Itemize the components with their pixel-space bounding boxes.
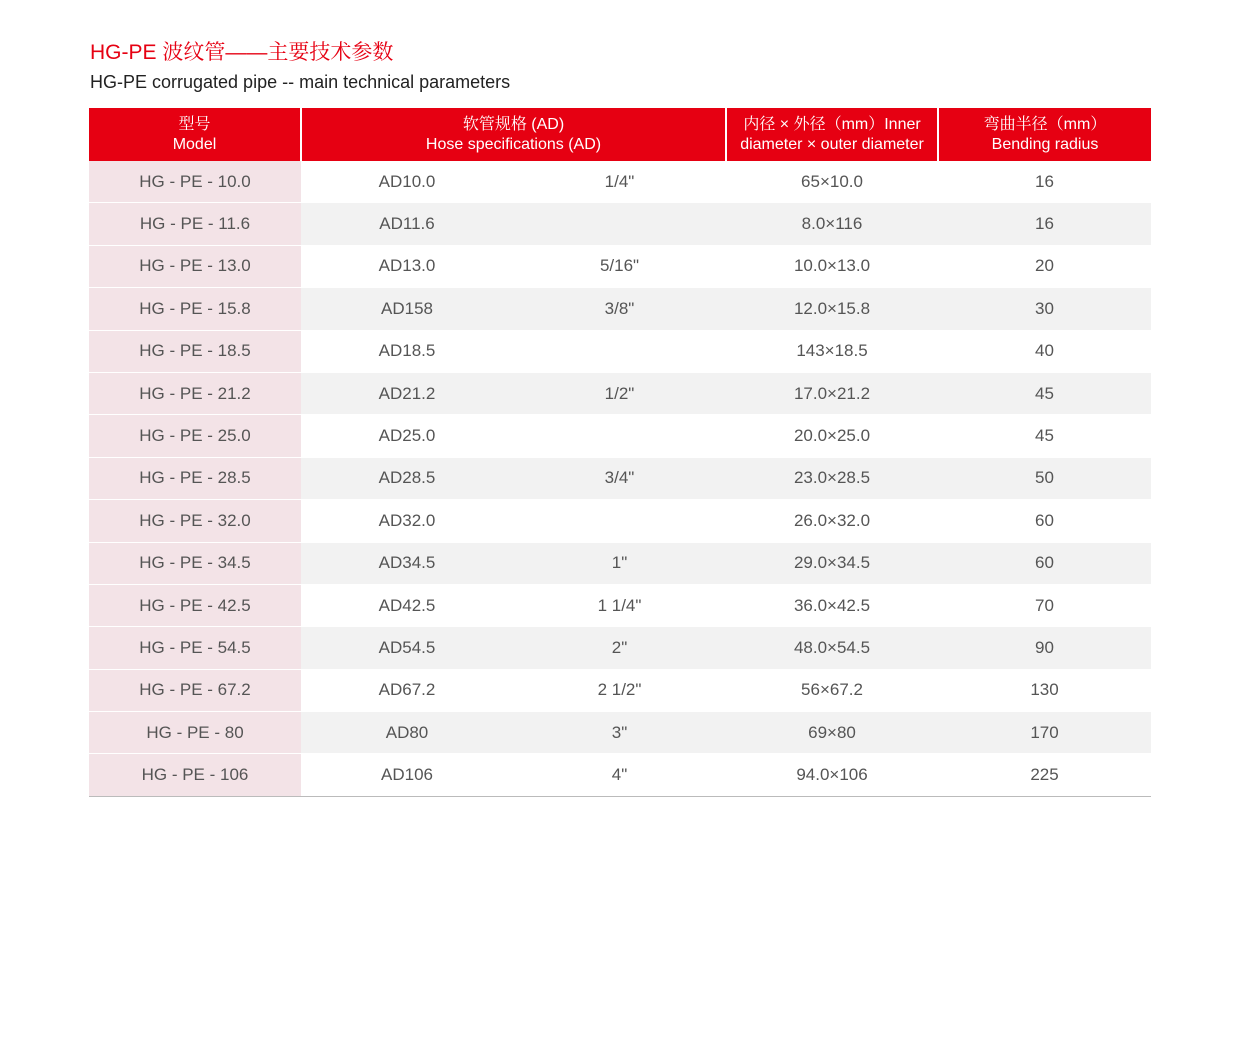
- table-row: [89, 584, 1151, 626]
- cell-hose-ad: AD21.2: [301, 372, 513, 414]
- table-row: [89, 457, 1151, 499]
- cell-bending-radius: 45: [938, 415, 1151, 457]
- cell-bending-radius: 60: [938, 500, 1151, 542]
- cell-diameter: 65×10.0: [726, 161, 938, 203]
- cell-hose-inch: 1/2": [513, 372, 726, 414]
- cell-hose-ad: AD11.6: [301, 203, 513, 245]
- cell-model: HG - PE - 106: [89, 754, 301, 796]
- cell-hose-ad: AD106: [301, 754, 513, 796]
- page-title-en: HG-PE corrugated pipe -- main technical parameters: [90, 72, 511, 92]
- cell-hose-inch: 4": [513, 754, 726, 796]
- cell-bending-radius: 40: [938, 330, 1151, 372]
- cell-diameter: 143×18.5: [726, 330, 938, 372]
- header-bending-radius-cn: 弯曲半径（mm）: [983, 115, 1107, 133]
- cell-hose-inch: 1/4": [513, 161, 726, 203]
- table-row: [89, 203, 1151, 245]
- cell-hose-inch: [513, 330, 726, 372]
- cell-hose-inch: 3/8": [513, 288, 726, 330]
- header-diameter-line1: 内径 × 外径（mm）Inner: [743, 115, 921, 133]
- cell-hose-ad: AD25.0: [301, 415, 513, 457]
- cell-hose-ad: AD80: [301, 712, 513, 754]
- header-bending-radius: [938, 108, 1151, 161]
- cell-diameter: 29.0×34.5: [726, 542, 938, 584]
- cell-hose-ad: AD42.5: [301, 584, 513, 626]
- table-row: [89, 542, 1151, 584]
- cell-diameter: 69×80: [726, 712, 938, 754]
- cell-bending-radius: 130: [938, 669, 1151, 711]
- cell-hose-inch: 1": [513, 542, 726, 584]
- cell-bending-radius: 225: [938, 754, 1151, 796]
- table-row: [89, 415, 1151, 457]
- cell-hose-ad: AD28.5: [301, 457, 513, 499]
- cell-model: HG - PE - 21.2: [89, 372, 301, 414]
- cell-diameter: 17.0×21.2: [726, 372, 938, 414]
- cell-model: HG - PE - 80: [89, 712, 301, 754]
- header-model-en: Model: [172, 135, 217, 153]
- cell-diameter: 23.0×28.5: [726, 457, 938, 499]
- header-hose-spec-en: Hose specifications (AD): [425, 135, 602, 153]
- cell-diameter: 20.0×25.0: [726, 415, 938, 457]
- cell-hose-ad: AD67.2: [301, 669, 513, 711]
- cell-bending-radius: 16: [938, 203, 1151, 245]
- cell-model: HG - PE - 18.5: [89, 330, 301, 372]
- cell-model: HG - PE - 15.8: [89, 288, 301, 330]
- cell-hose-inch: [513, 203, 726, 245]
- cell-bending-radius: 20: [938, 245, 1151, 287]
- cell-hose-ad: AD54.5: [301, 627, 513, 669]
- header-model: [89, 108, 301, 161]
- cell-hose-inch: 3": [513, 712, 726, 754]
- table-row: [89, 330, 1151, 372]
- table-row: [89, 500, 1151, 542]
- cell-hose-ad: AD10.0: [301, 161, 513, 203]
- cell-diameter: 36.0×42.5: [726, 584, 938, 626]
- cell-bending-radius: 170: [938, 712, 1151, 754]
- cell-bending-radius: 50: [938, 457, 1151, 499]
- table-row: [89, 712, 1151, 754]
- cell-hose-inch: 2 1/2": [513, 669, 726, 711]
- cell-diameter: 56×67.2: [726, 669, 938, 711]
- cell-diameter: 12.0×15.8: [726, 288, 938, 330]
- cell-model: HG - PE - 67.2: [89, 669, 301, 711]
- table-row: [89, 669, 1151, 711]
- cell-hose-inch: 3/4": [513, 457, 726, 499]
- cell-bending-radius: 60: [938, 542, 1151, 584]
- cell-hose-ad: AD18.5: [301, 330, 513, 372]
- table-row: [89, 161, 1151, 203]
- cell-hose-inch: [513, 500, 726, 542]
- header-hose-spec-cn: 软管规格 (AD): [462, 115, 565, 133]
- cell-bending-radius: 30: [938, 288, 1151, 330]
- table-row: [89, 754, 1151, 796]
- cell-model: HG - PE - 34.5: [89, 542, 301, 584]
- header-bending-radius-en: Bending radius: [991, 135, 1099, 153]
- cell-model: HG - PE - 32.0: [89, 500, 301, 542]
- cell-bending-radius: 70: [938, 584, 1151, 626]
- cell-bending-radius: 16: [938, 161, 1151, 203]
- header-diameter: [726, 108, 938, 161]
- page-title-cn: HG-PE 波纹管——主要技术参数: [90, 41, 394, 64]
- table-row: [89, 372, 1151, 414]
- cell-bending-radius: 90: [938, 627, 1151, 669]
- spec-table: [89, 108, 1151, 797]
- cell-bending-radius: 45: [938, 372, 1151, 414]
- cell-model: HG - PE - 10.0: [89, 161, 301, 203]
- cell-diameter: 8.0×116: [726, 203, 938, 245]
- table-header: [89, 108, 1151, 161]
- cell-diameter: 26.0×32.0: [726, 500, 938, 542]
- header-hose-spec: [301, 108, 726, 161]
- cell-diameter: 48.0×54.5: [726, 627, 938, 669]
- cell-model: HG - PE - 54.5: [89, 627, 301, 669]
- cell-hose-inch: [513, 415, 726, 457]
- header-model-cn: 型号: [178, 115, 211, 133]
- cell-hose-ad: AD158: [301, 288, 513, 330]
- cell-diameter: 94.0×106: [726, 754, 938, 796]
- cell-hose-ad: AD32.0: [301, 500, 513, 542]
- cell-model: HG - PE - 25.0: [89, 415, 301, 457]
- cell-hose-inch: 5/16": [513, 245, 726, 287]
- cell-model: HG - PE - 13.0: [89, 245, 301, 287]
- cell-hose-ad: AD34.5: [301, 542, 513, 584]
- cell-hose-inch: 2": [513, 627, 726, 669]
- header-diameter-line2: diameter × outer diameter: [740, 135, 924, 153]
- cell-diameter: 10.0×13.0: [726, 245, 938, 287]
- table-body: [89, 161, 1151, 796]
- cell-model: HG - PE - 28.5: [89, 457, 301, 499]
- cell-model: HG - PE - 11.6: [89, 203, 301, 245]
- cell-hose-inch: 1 1/4": [513, 584, 726, 626]
- cell-hose-ad: AD13.0: [301, 245, 513, 287]
- table-row: [89, 288, 1151, 330]
- table-row: [89, 245, 1151, 287]
- cell-model: HG - PE - 42.5: [89, 584, 301, 626]
- table-row: [89, 627, 1151, 669]
